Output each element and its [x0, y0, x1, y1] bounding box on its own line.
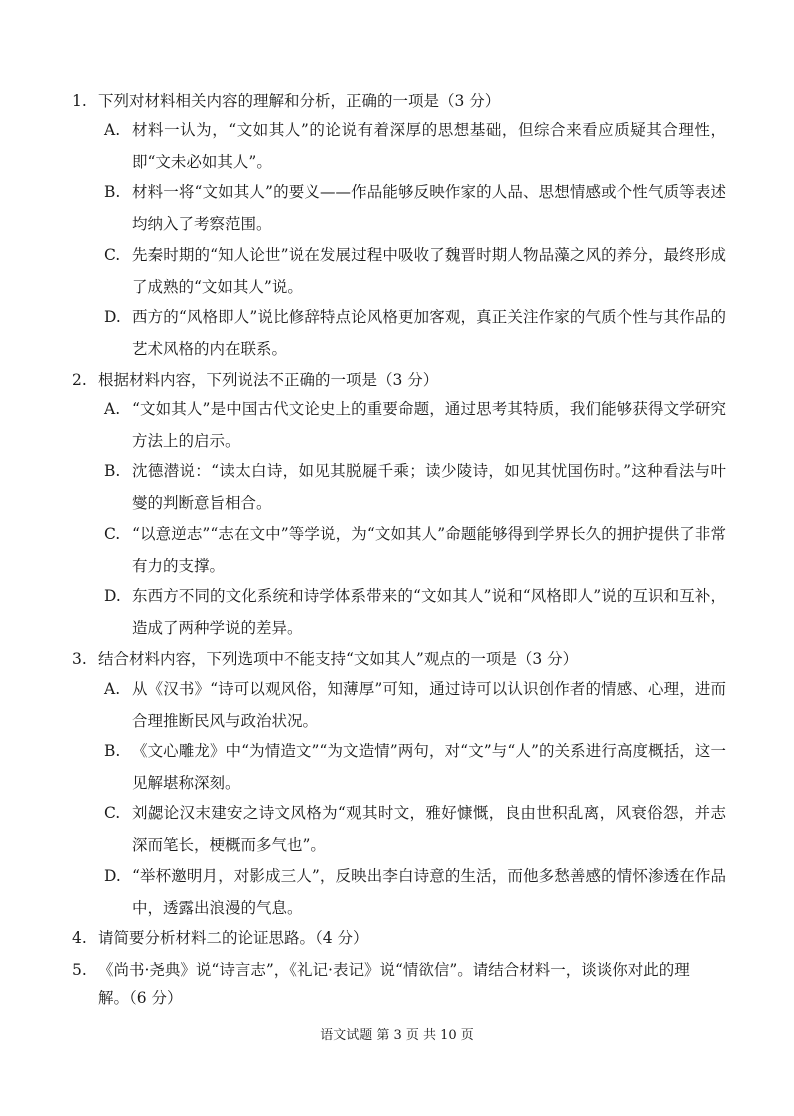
- question-number: 1.: [72, 92, 87, 110]
- question-3-option-b: [104, 735, 726, 799]
- question-2-option-b: [104, 455, 726, 519]
- option-text: 材料一将“文如其人”的要义——作品能够反映作家的人品、思想情感或个性气质等表述均纳入了考察范围。: [132, 183, 726, 233]
- option-letter: D.: [104, 867, 121, 885]
- option-letter: D.: [104, 308, 121, 326]
- option-text: 从《汉书》“诗可以观风俗，知薄厚”可知，通过诗可以认识创作者的情感、心理，进而合理推断民风与政治状况。: [132, 680, 726, 730]
- question-2-option-c: [104, 518, 726, 582]
- question-number: 3.: [72, 650, 87, 668]
- question-number: 4.: [72, 929, 87, 947]
- question-3-option-d: [104, 860, 726, 924]
- question-1-option-d: [104, 301, 726, 365]
- option-text: 西方的“风格即人”说比修辞特点论风格更加客观，真正关注作家的气质个性与其作品的艺术风格的内在联系。: [132, 308, 726, 358]
- option-text: 沈德潜说：“读太白诗，如见其脱屣千乘；读少陵诗，如见其忧国伤时。”这种看法与叶燮的判断意旨相合。: [132, 462, 726, 512]
- option-letter: C.: [104, 246, 121, 264]
- option-text: “举杯邀明月，对影成三人”，反映出李白诗意的生活，而他多愁善感的情怀渗透在作品中，透露出浪漫的气息。: [132, 867, 726, 917]
- option-letter: A.: [104, 680, 121, 698]
- option-text: 先秦时期的“知人论世”说在发展过程中吸收了魏晋时期人物品藻之风的养分，最终形成了成熟的“文如其人”说。: [132, 246, 726, 296]
- question-1-option-b: [104, 176, 726, 240]
- option-letter: C.: [104, 525, 121, 543]
- question-2-stem: [72, 369, 732, 391]
- question-4-stem: [72, 927, 732, 949]
- option-text: “文如其人”是中国古代文论史上的重要命题，通过思考其特质，我们能够获得文学研究方法上的启示。: [132, 400, 726, 450]
- option-letter: B.: [104, 462, 121, 480]
- option-text: 《文心雕龙》中“为情造文”“为文造情”两句，对“文”与“人”的关系进行高度概括，这一见解堪称深刻。: [132, 742, 726, 792]
- option-letter: C.: [104, 804, 121, 822]
- question-text: 结合材料内容，下列选项中不能支持“文如其人”观点的一项是（3 分）: [98, 650, 579, 668]
- question-5-stem: [72, 959, 732, 981]
- question-number: 2.: [72, 371, 87, 389]
- option-letter: D.: [104, 587, 121, 605]
- question-3-option-c: [104, 797, 726, 861]
- question-1-option-a: [104, 114, 726, 178]
- question-text: 下列对材料相关内容的理解和分析，正确的一项是（3 分）: [98, 92, 501, 110]
- question-2-option-d: [104, 580, 726, 644]
- question-3-stem: [72, 648, 732, 670]
- option-text: 材料一认为，“文如其人”的论说有着深厚的思想基础，但综合来看应质疑其合理性，即“文未必如其人”。: [132, 121, 726, 171]
- question-number: 5.: [72, 961, 87, 979]
- question-text: 《尚书·尧典》说“诗言志”，《礼记·表记》说“情欲信”。请结合材料一，谈谈你对此的理: [98, 961, 690, 979]
- option-letter: A.: [104, 121, 121, 139]
- option-text: 刘勰论汉末建安之诗文风格为“观其时文，雅好慷慨，良由世积乱离，风衰俗怨，并志深而笔长，梗概而多气也”。: [132, 804, 726, 854]
- option-text: “以意逆志”“志在文中”等学说，为“文如其人”命题能够得到学界长久的拥护提供了非常有力的支撑。: [132, 525, 726, 575]
- question-text: 根据材料内容，下列说法不正确的一项是（3 分）: [98, 371, 439, 389]
- question-1-stem: [72, 90, 732, 112]
- question-2-option-a: [104, 393, 726, 457]
- option-letter: B.: [104, 742, 121, 760]
- question-text: 解。（6 分）: [98, 989, 183, 1007]
- option-letter: B.: [104, 183, 121, 201]
- question-5-stem-continued: [98, 987, 758, 1009]
- option-letter: A.: [104, 400, 121, 418]
- question-text: 请简要分析材料二的论证思路。（4 分）: [98, 929, 369, 947]
- page-footer: 语文试题 第 3 页 共 10 页: [320, 1028, 474, 1043]
- question-1-option-c: [104, 239, 726, 303]
- option-text: 东西方不同的文化系统和诗学体系带来的“文如其人”说和“风格即人”说的互识和互补，造成了两种学说的差异。: [132, 587, 726, 637]
- question-3-option-a: [104, 673, 726, 737]
